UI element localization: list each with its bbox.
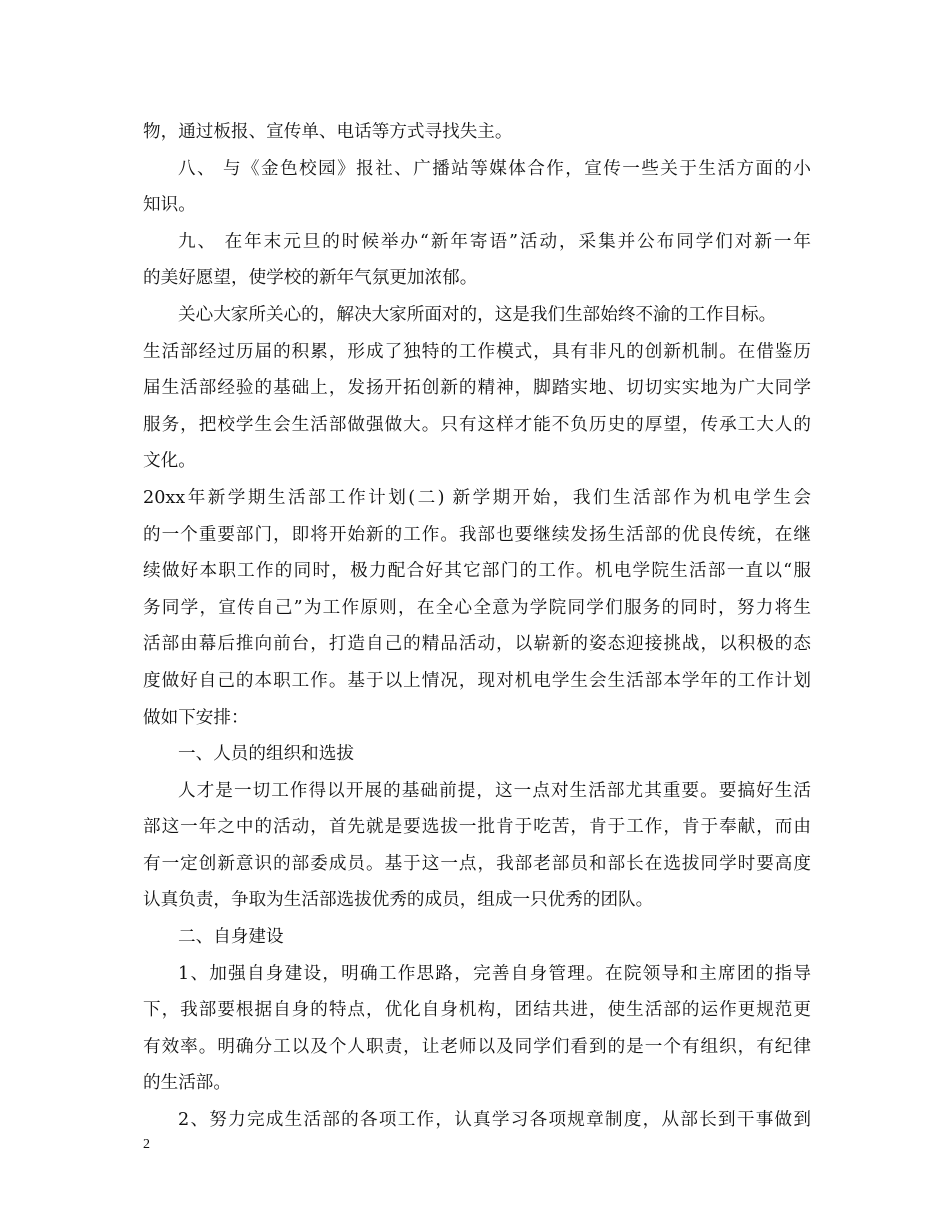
text-line: 生活部经过历届的积累，形成了独特的工作模式，具有非凡的创新机制。在借鉴历 <box>143 341 811 362</box>
text-line: 知识。 <box>143 195 196 216</box>
text-line: 2、努力完成生活部的各项工作，认真学习各项规章制度，从部长到干事做到 <box>178 1110 811 1131</box>
section-heading-line: 20xx年新学期生活部工作计划(二) 新学期开始，我们生活部作为机电学生会 <box>143 487 811 508</box>
text-line: 人才是一切工作得以开展的基础前提，这一点对生活部尤其重要。要搞好生活 <box>178 780 811 801</box>
text-line: 的生活部。 <box>143 1073 231 1094</box>
page-number: 2 <box>143 1137 150 1152</box>
text-line: 1、加强自身建设，明确工作思路，完善自身管理。在院领导和主席团的指导 <box>178 963 811 984</box>
text-line: 度做好自己的本职工作。基于以上情况，现对机电学生会生活部本学年的工作计划 <box>143 670 811 691</box>
text-line: 认真负责，争取为生活部选拔优秀的成员，组成一只优秀的团队。 <box>143 890 654 911</box>
subheading-line: 二、自身建设 <box>178 927 284 948</box>
text-line: 服务，把校学生会生活部做强做大。只有这样才能不负历史的厚望，传承工大人的 <box>143 414 811 435</box>
text-line: 九、 在年末元旦的时候举办“新年寄语”活动，采集并公布同学们对新一年 <box>178 231 811 252</box>
text-line: 部这一年之中的活动，首先就是要选拔一批肯于吃苦，肯于工作，肯于奉献，而由 <box>143 817 811 838</box>
text-line: 有效率。明确分工以及个人职责，让老师以及同学们看到的是一个有组织，有纪律 <box>143 1036 811 1057</box>
text-line: 的一个重要部门，即将开始新的工作。我部也要继续发扬生活部的优良传统，在继 <box>143 524 811 545</box>
text-line: 有一定创新意识的部委成员。基于这一点，我部老部员和部长在选拔同学时要高度 <box>143 853 811 874</box>
text-line: 关心大家所关心的，解决大家所面对的，这是我们生部始终不渝的工作目标。 <box>178 304 777 325</box>
text-line: 的美好愿望，使学校的新年气氛更加浓郁。 <box>143 268 478 289</box>
body-text <box>143 114 811 1139</box>
text-line: 续做好本职工作的同时，极力配合好其它部门的工作。机电学院生活部一直以“服 <box>143 561 811 582</box>
text-line: 做如下安排： <box>143 707 249 728</box>
text-line: 活部由幕后推向前台，打造自己的精品活动，以崭新的姿态迎接挑战，以积极的态 <box>143 634 811 655</box>
text-line: 务同学，宣传自己”为工作原则，在全心全意为学院同学们服务的同时，努力将生 <box>143 597 811 618</box>
subheading-line: 一、人员的组织和选拔 <box>178 744 354 765</box>
text-line: 下，我部要根据自身的特点，优化自身机构，团结共进，使生活部的运作更规范更 <box>143 1000 811 1021</box>
text-line: 文化。 <box>143 451 196 472</box>
text-line: 物，通过板报、宣传单、电话等方式寻找失主。 <box>143 122 513 142</box>
text-line: 届生活部经验的基础上，发扬开拓创新的精神，脚踏实地、切切实实地为广大同学 <box>143 378 811 399</box>
text-line: 八、 与《金色校园》报社、广播站等媒体合作，宣传一些关于生活方面的小 <box>178 158 811 179</box>
